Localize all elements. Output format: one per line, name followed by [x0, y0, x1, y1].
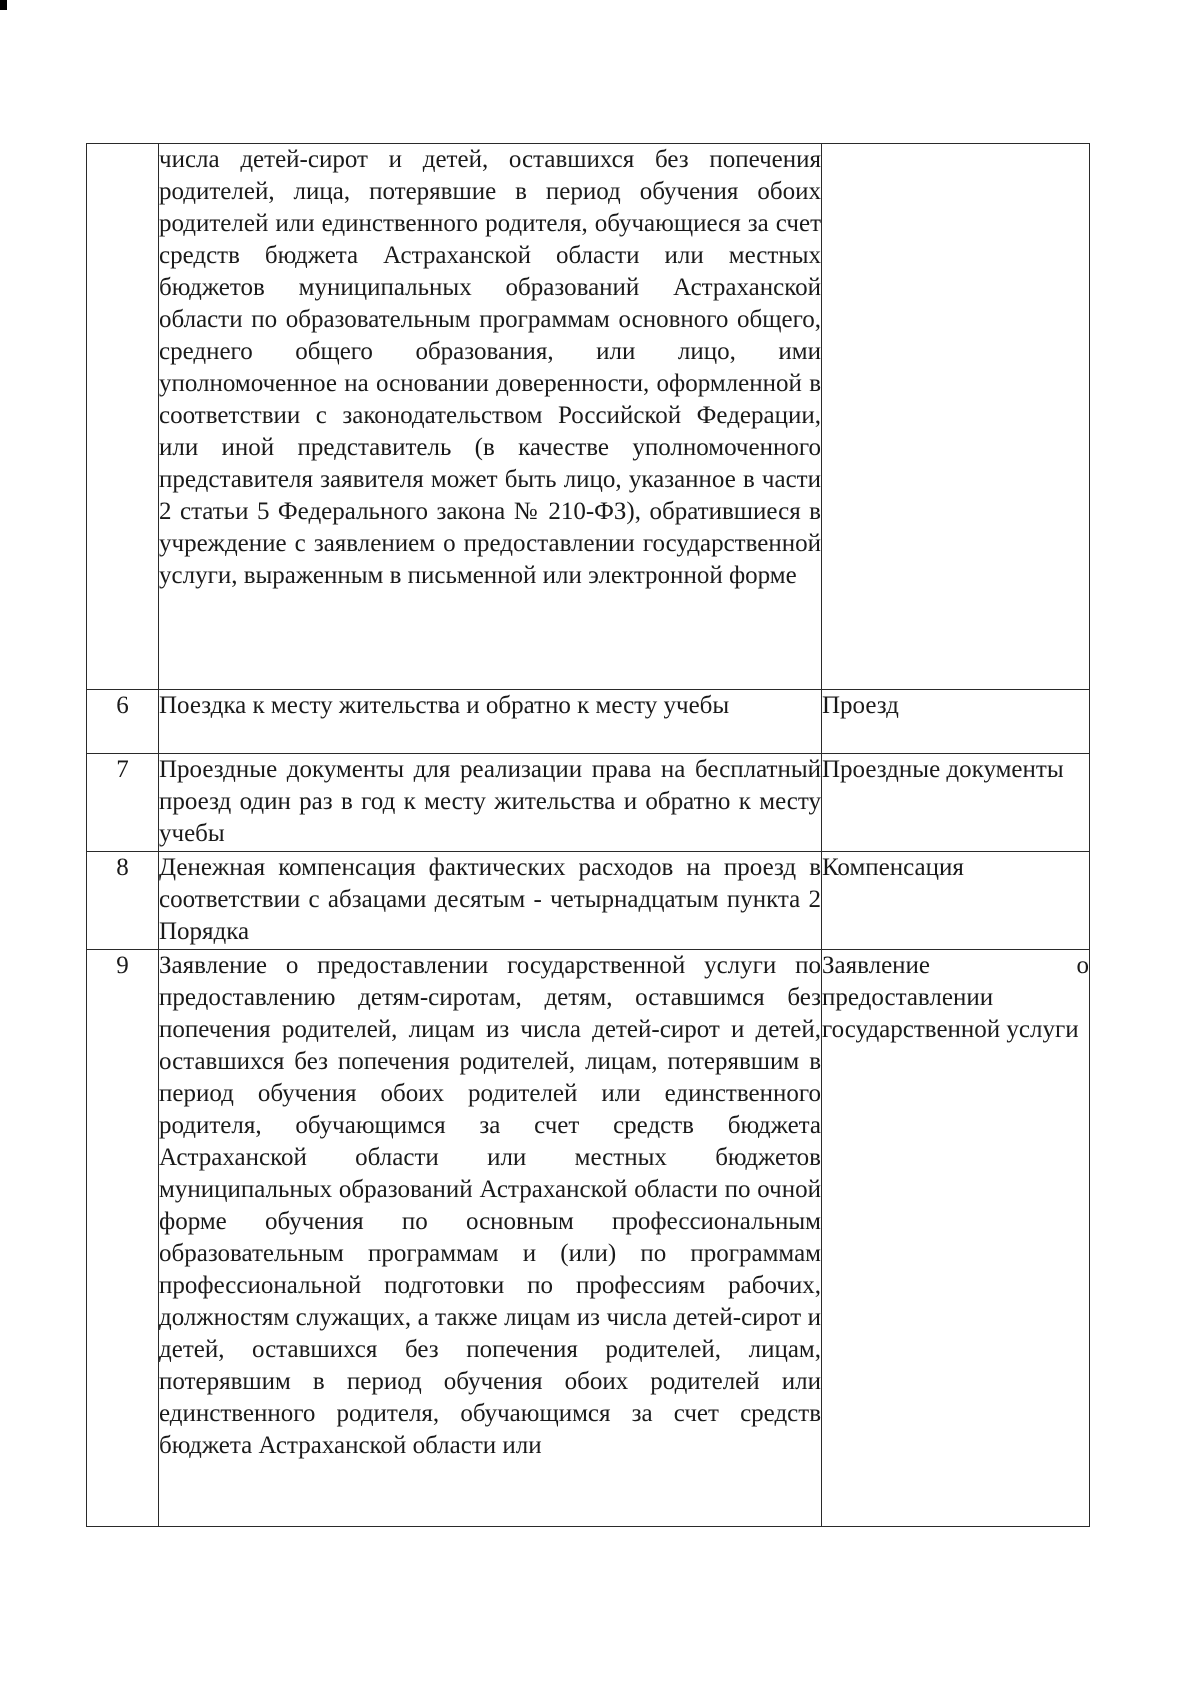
- row-description: Поездка к месту жительства и обратно к месту учебы: [159, 690, 822, 754]
- table-row: [87, 754, 1090, 852]
- row-short-name: Проезд: [822, 690, 1090, 754]
- row-number: 9: [87, 950, 159, 1527]
- row-number: 7: [87, 754, 159, 852]
- row-description: Денежная компенсация фактических расходов на проезд в соответствии с абзацами десятым - четырнадцатым пункта 2 Порядка: [159, 852, 822, 950]
- table-row: [87, 690, 1090, 754]
- row-short-name: [822, 144, 1090, 690]
- row-description: числа детей-сирот и детей, оставшихся без попечения родителей, лица, потерявшие в период обучения обоих родителей или единственного родителя, обучающиеся за счет средств бюджета Астраханской области или местных бюджетов муниципальных образований Астраханской области по образовательным программам основного общего, среднего общего образования, или лицо, ими уполномоченное на основании доверенности, оформленной в соответствии с законодательством Российской Федерации, или иной представитель (в качестве уполномоченного представителя заявителя может быть лицо, указанное в части 2 статьи 5 Федерального закона № 210-ФЗ), обратившиеся в учреждение с заявлением о предоставлении государственной услуги, выраженным в письменной или электронной форме: [159, 144, 822, 690]
- row-number: 6: [87, 690, 159, 754]
- row-short-name: Заявление о предоставлении государственной услуги: [822, 950, 1090, 1527]
- row-short-name: Компенсация: [822, 852, 1090, 950]
- document-table: [86, 143, 1090, 1527]
- row-description: Заявление о предоставлении государственной услуги по предоставлению детям-сиротам, детям, оставшимся без попечения родителей, лицам из числа детей-сирот и детей, оставшихся без попечения родителей, лицам, потерявшим в период обучения обоих родителей или единственного родителя, обучающимся за счет средств бюджета Астраханской области или местных бюджетов муниципальных образований Астраханской области по очной форме обучения по основным профессиональным образовательным программам и (или) по программам профессиональной подготовки по профессиям рабочих, должностям служащих, а также лицам из числа детей-сирот и детей, оставшихся без попечения родителей, лицам, потерявшим в период обучения обоих родителей или единственного родителя, обучающимся за счет средств бюджета Астраханской области или: [159, 950, 822, 1527]
- table-row: [87, 852, 1090, 950]
- row-number: 8: [87, 852, 159, 950]
- table-row-continuation: [87, 144, 1090, 690]
- row-description: Проездные документы для реализации права на бесплатный проезд один раз в год к месту жительства и обратно к месту учебы: [159, 754, 822, 852]
- table-row: [87, 950, 1090, 1527]
- scan-corner-mark: [0, 0, 7, 10]
- row-short-name: Проездные документы: [822, 754, 1090, 852]
- row-number-cell: [87, 144, 159, 690]
